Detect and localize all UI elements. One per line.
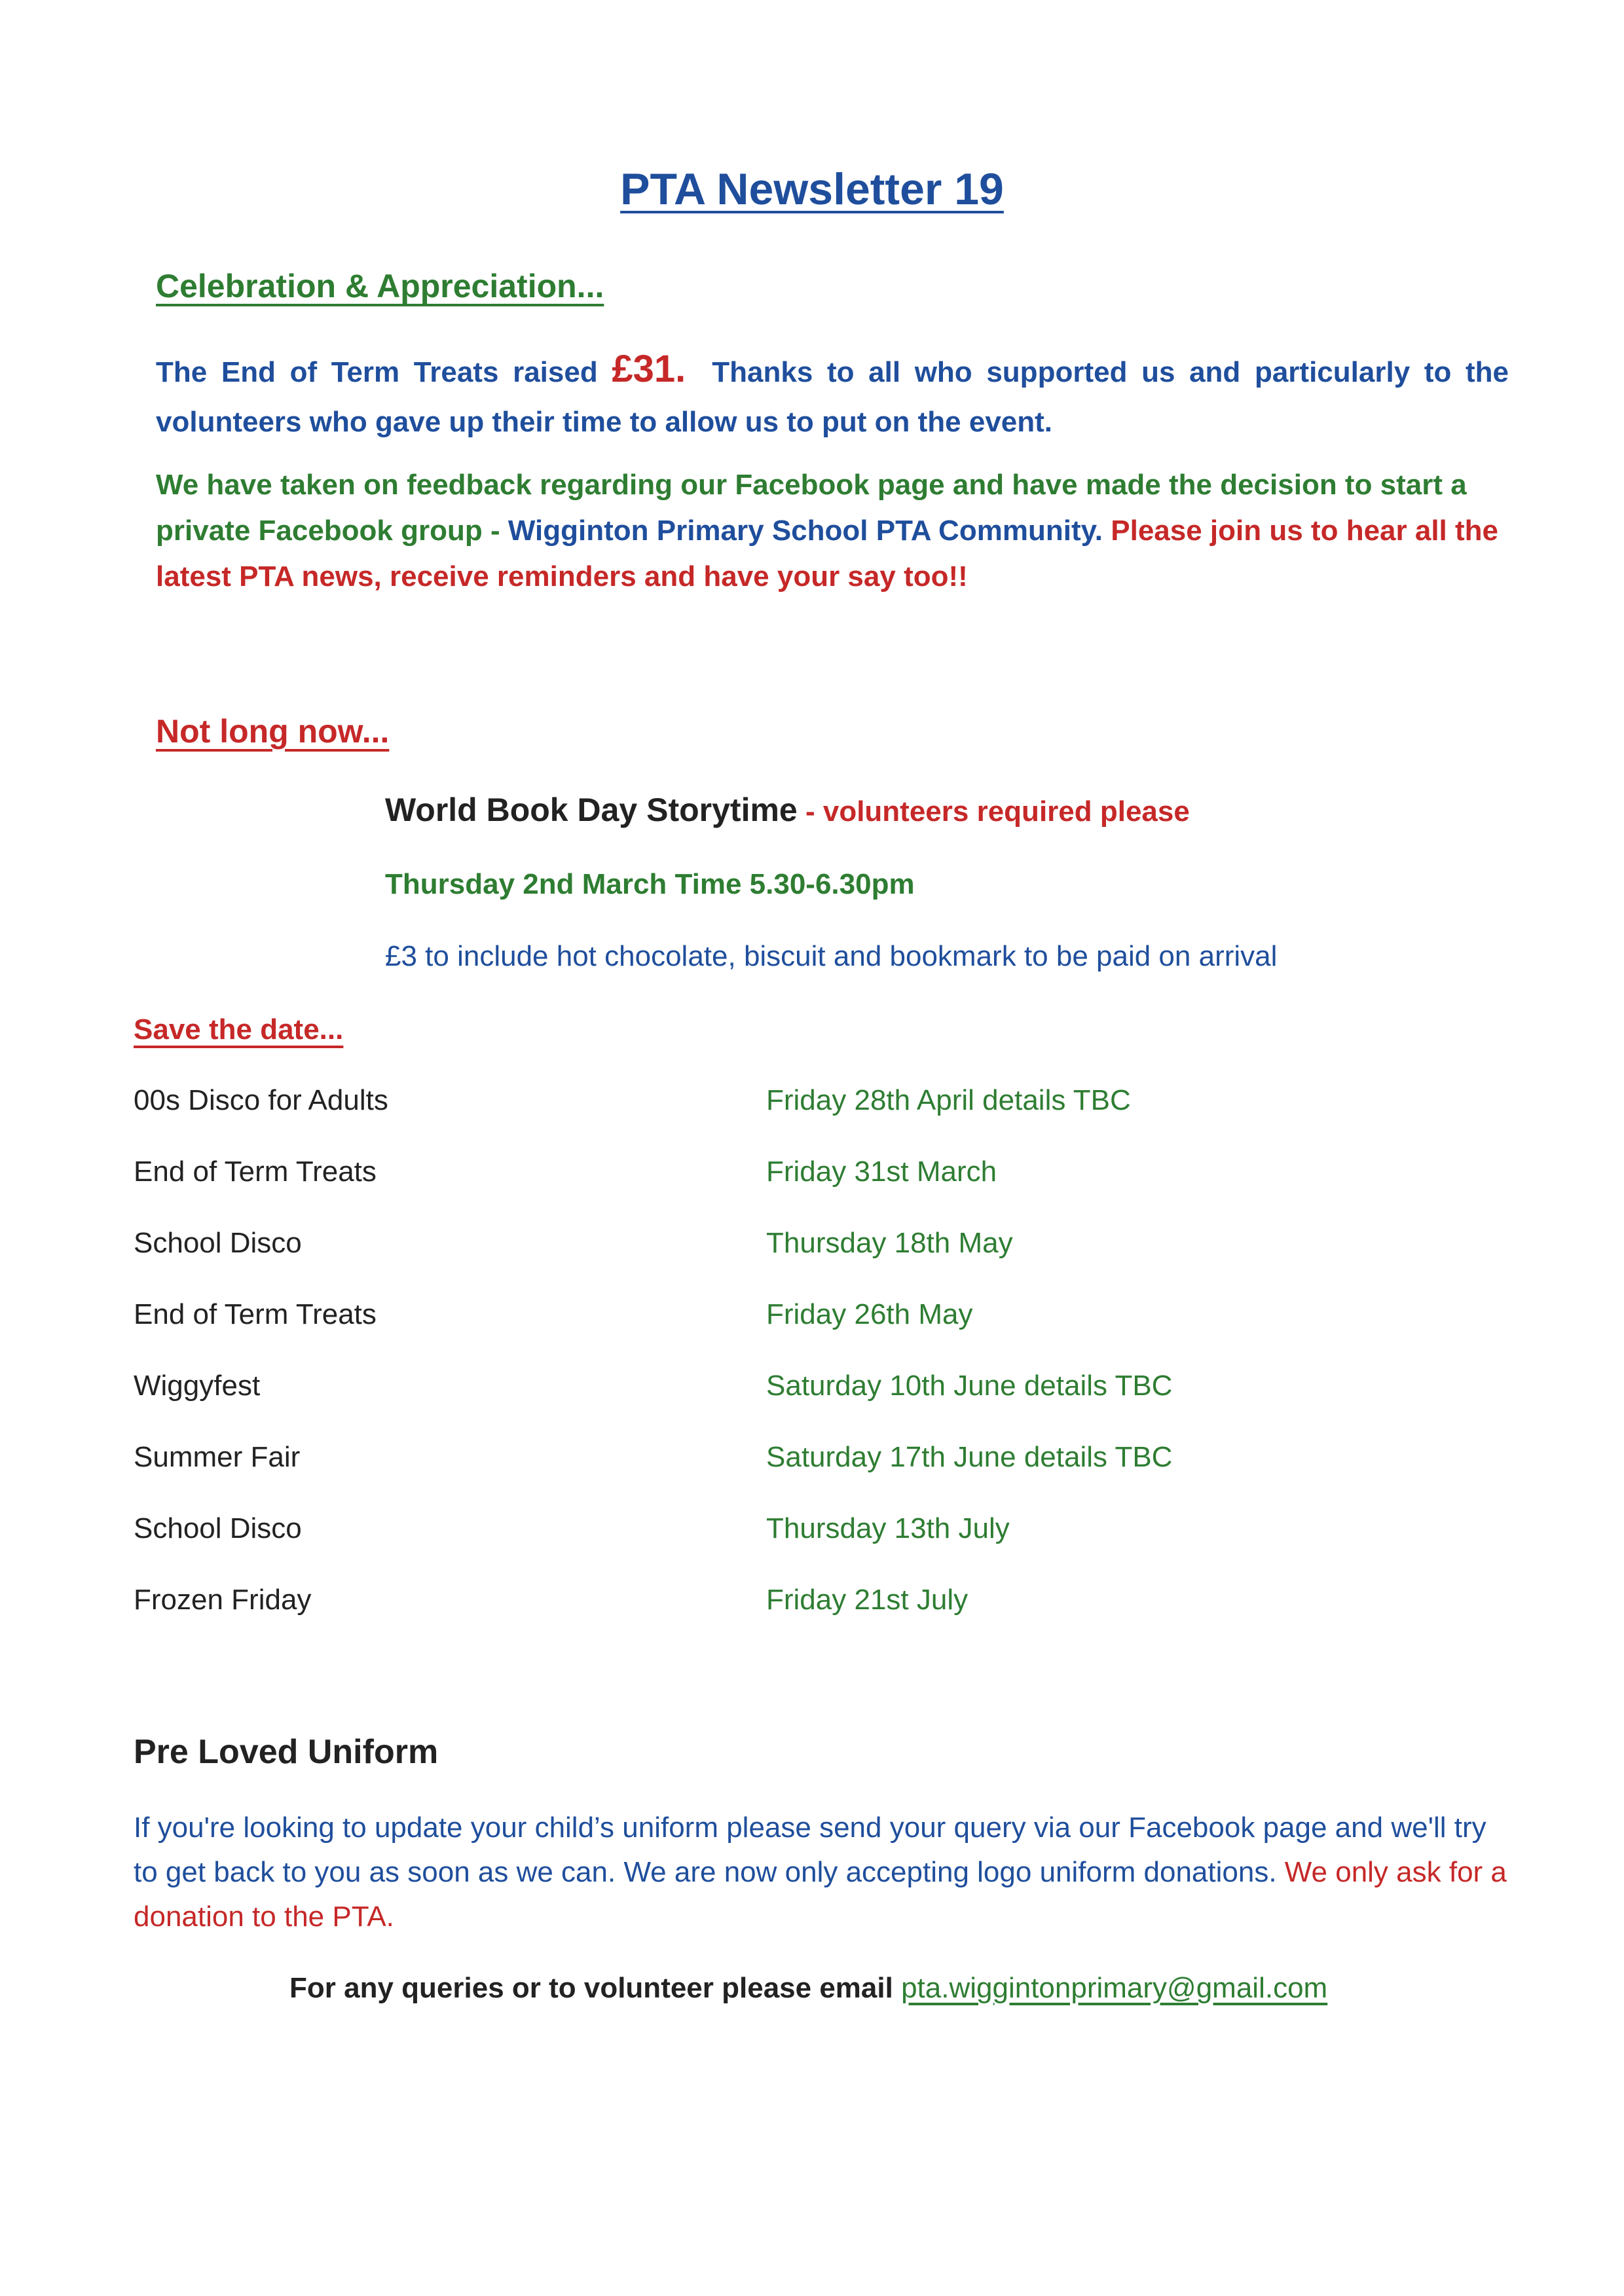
world-book-day-date: Thursday 2nd March Time 5.30-6.30pm	[385, 868, 915, 900]
event-date: Thursday 18th May	[766, 1227, 1013, 1259]
volunteers-note: - volunteers required please	[797, 795, 1190, 828]
save-the-date-heading: Save the date...	[134, 1013, 344, 1046]
facebook-group-name: Wigginton Primary School PTA Community.	[507, 515, 1103, 547]
join-us-text: Please join us to hear all the latest PTA news, receive reminders and have your say too!!	[156, 515, 1498, 592]
facebook-feedback-text: We have taken on feedback regarding our Facebook page and have made the decision to start a private Facebook group -	[156, 469, 1467, 547]
event-date: Saturday 10th June details TBC	[766, 1370, 1173, 1402]
amount-raised: £31.	[612, 348, 686, 390]
contact-line	[289, 1972, 1327, 2005]
thanks-text: Thanks to all who supported us and particularly to the volunteers who gave up their time to allow us to put on the event.	[156, 356, 1509, 438]
event-name: School Disco	[134, 1227, 302, 1259]
celebration-heading: Celebration & Appreciation...	[156, 268, 604, 304]
not-long-heading: Not long now...	[156, 713, 390, 750]
event-date: Saturday 17th June details TBC	[766, 1441, 1173, 1473]
uniform-paragraph	[134, 1806, 1509, 1939]
event-date: Friday 31st March	[766, 1156, 997, 1188]
world-book-day-price: £3 to include hot chocolate, biscuit and bookmark to be paid on arrival	[385, 940, 1278, 972]
contact-email-link[interactable]: pta.wiggintonprimary@gmail.com	[901, 1972, 1328, 2004]
world-book-day-title	[385, 791, 1190, 829]
event-date: Friday 28th April details TBC	[766, 1084, 1131, 1116]
page-title: PTA Newsletter 19	[620, 164, 1004, 214]
celebration-paragraph	[156, 344, 1509, 447]
event-name: Wiggyfest	[134, 1370, 261, 1402]
facebook-paragraph	[156, 462, 1509, 600]
event-date: Thursday 13th July	[766, 1512, 1010, 1544]
event-name: End of Term Treats	[134, 1156, 377, 1188]
event-title: World Book Day Storytime	[385, 792, 798, 828]
event-name: Summer Fair	[134, 1441, 301, 1473]
event-date: Friday 26th May	[766, 1298, 973, 1330]
uniform-info-text: If you're looking to update your child’s uniform please send your query via our Facebook page and we'll try to get back to you as soon as we can. We are now only accepting logo uniform donations.	[134, 1812, 1486, 1888]
treats-lead-text: The End of Term Treats raised	[156, 356, 612, 388]
uniform-heading: Pre Loved Uniform	[134, 1733, 439, 1771]
event-name: School Disco	[134, 1512, 302, 1544]
donation-text: We only ask for a donation to the PTA.	[134, 1856, 1507, 1933]
contact-text: For any queries or to volunteer please email	[289, 1972, 902, 2004]
event-name: 00s Disco for Adults	[134, 1084, 388, 1116]
event-name: End of Term Treats	[134, 1298, 377, 1330]
event-date: Friday 21st July	[766, 1584, 969, 1616]
event-name: Frozen Friday	[134, 1584, 312, 1616]
